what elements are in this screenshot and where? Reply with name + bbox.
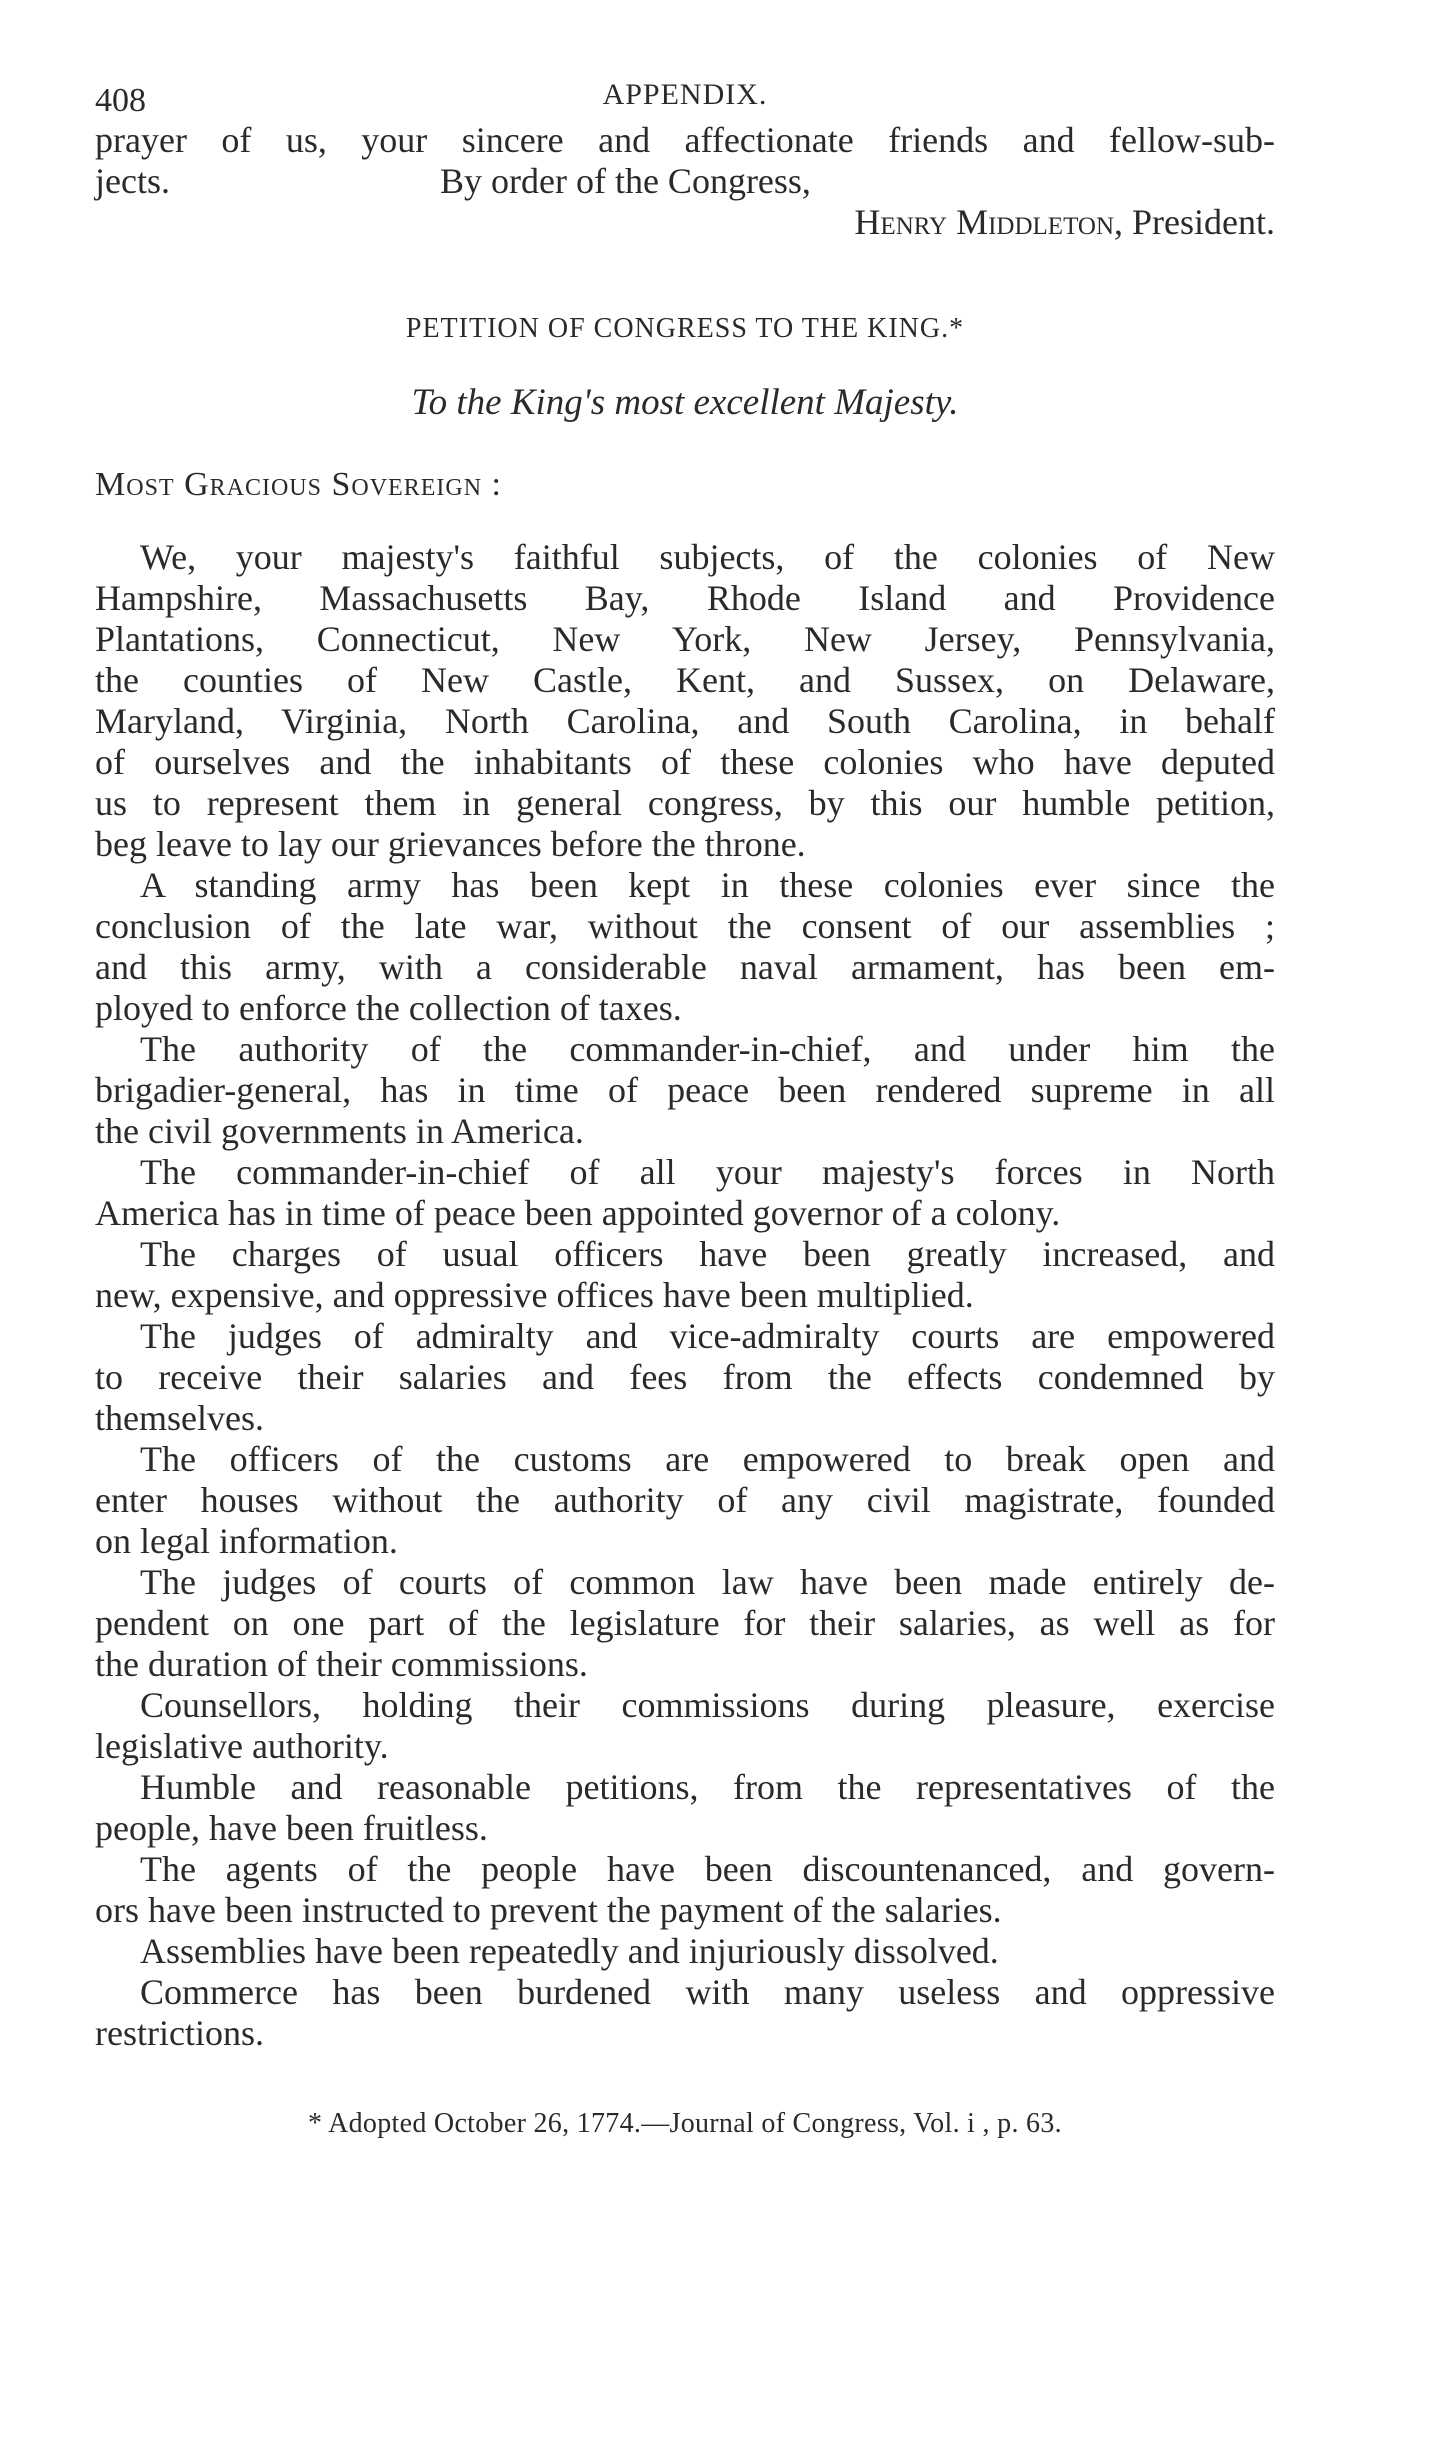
paragraph: [95, 1152, 1275, 1234]
running-head: [95, 70, 1275, 120]
text-line: legislative authority.: [95, 1726, 389, 1766]
last-line-fragment: jects.: [95, 161, 170, 201]
text-line: ployed to enforce the collection of taxes.: [95, 988, 682, 1028]
closing-formula: By order of the Congress,: [440, 161, 811, 201]
text-line: Plantations, Connecticut, New York, New Jersey, Pennsylvania,: [95, 619, 1275, 659]
text-line: The commander-in-chief of all your majesty's forces in North: [140, 1152, 1275, 1192]
text-line: The judges of admiralty and vice-admiralty courts are empowered: [140, 1316, 1275, 1356]
paragraph: [95, 1849, 1275, 1931]
text-line: people, have been fruitless.: [95, 1808, 488, 1848]
text-line: The authority of the commander-in-chief, and under him the: [140, 1029, 1275, 1069]
book-page: [95, 70, 1275, 2142]
petition-address: To the King's most excellent Majesty.: [411, 382, 959, 423]
text-line: the civil governments in America.: [95, 1111, 584, 1151]
text-line: Maryland, Virginia, North Carolina, and South Carolina, in behalf: [95, 701, 1275, 741]
text-line: themselves.: [95, 1398, 264, 1438]
text-line: The agents of the people have been discountenanced, and govern-: [140, 1849, 1275, 1889]
text-line: beg leave to lay our grievances before the throne.: [95, 824, 806, 864]
text-line: brigadier-general, has in time of peace been rendered supreme in all: [95, 1070, 1275, 1110]
signatory-title: President.: [1132, 202, 1275, 242]
text-line: and this army, with a considerable naval armament, has been em-: [95, 947, 1275, 987]
previous-letter-lines: [95, 120, 1275, 161]
text-line: the duration of their commissions.: [95, 1644, 588, 1684]
footnote: * Adopted October 26, 1774.—Journal of Congress, Vol. i , p. 63.: [308, 2108, 1062, 2139]
paragraph: [95, 1316, 1275, 1439]
text-line: conclusion of the late war, without the consent of our assemblies ;: [95, 906, 1275, 946]
text-line: the counties of New Castle, Kent, and Sussex, on Delaware,: [95, 660, 1275, 700]
text-line: pendent on one part of the legislature for their salaries, as well as for: [95, 1603, 1275, 1643]
text-line: Hampshire, Massachusetts Bay, Rhode Island and Providence: [95, 578, 1275, 618]
text-line: on legal information.: [95, 1521, 398, 1561]
text-line: Counsellors, holding their commissions during pleasure, exercise: [140, 1685, 1275, 1725]
paragraph: [95, 1972, 1275, 2054]
petition-body: [95, 537, 1275, 2054]
text-line: The judges of courts of common law have been made entirely de-: [140, 1562, 1275, 1602]
paragraph: [95, 1931, 1275, 1972]
signature: [95, 202, 1275, 243]
text-line: A standing army has been kept in these colonies ever since the: [140, 865, 1275, 905]
text-line: ors have been instructed to prevent the payment of the salaries.: [95, 1890, 1002, 1930]
paragraph: [95, 1439, 1275, 1562]
paragraph: [95, 1562, 1275, 1685]
text-line: The officers of the customs are empowered to break open and: [140, 1439, 1275, 1479]
text-line: new, expensive, and oppressive offices have been multiplied.: [95, 1275, 974, 1315]
text-line: The charges of usual officers have been greatly increased, and: [140, 1234, 1275, 1274]
salutation: Most Gracious Sovereign :: [95, 466, 502, 503]
paragraph: [95, 1029, 1275, 1152]
paragraph: [95, 865, 1275, 1029]
text-line: restrictions.: [95, 2013, 264, 2053]
text-line: Assemblies have been repeatedly and injuriously dissolved.: [140, 1931, 999, 1971]
page-number: 408: [95, 82, 146, 119]
signatory-name: Henry Middleton,: [854, 202, 1124, 242]
text-line: Humble and reasonable petitions, from the representatives of the: [140, 1767, 1275, 1807]
paragraph: [95, 1767, 1275, 1849]
text-line: of ourselves and the inhabitants of these colonies who have deputed: [95, 742, 1275, 782]
paragraph: [95, 1234, 1275, 1316]
paragraph: [95, 537, 1275, 865]
text-line: Commerce has been burdened with many useless and oppressive: [140, 1972, 1275, 2012]
closing-row: [95, 161, 1275, 202]
paragraph: [95, 1685, 1275, 1767]
text-line: We, your majesty's faithful subjects, of the colonies of New: [140, 537, 1275, 577]
text-line: to receive their salaries and fees from the effects condemned by: [95, 1357, 1275, 1397]
previous-letter-ending: [95, 120, 1275, 243]
text-line: prayer of us, your sincere and affectionate friends and fellow-sub-: [95, 120, 1275, 160]
text-line: America has in time of peace been appointed governor of a colony.: [95, 1193, 1061, 1233]
running-title: APPENDIX.: [602, 78, 768, 111]
text-line: us to represent them in general congress, by this our humble petition,: [95, 783, 1275, 823]
section-title: PETITION OF CONGRESS TO THE KING.*: [405, 313, 965, 344]
text-line: enter houses without the authority of any civil magistrate, founded: [95, 1480, 1275, 1520]
